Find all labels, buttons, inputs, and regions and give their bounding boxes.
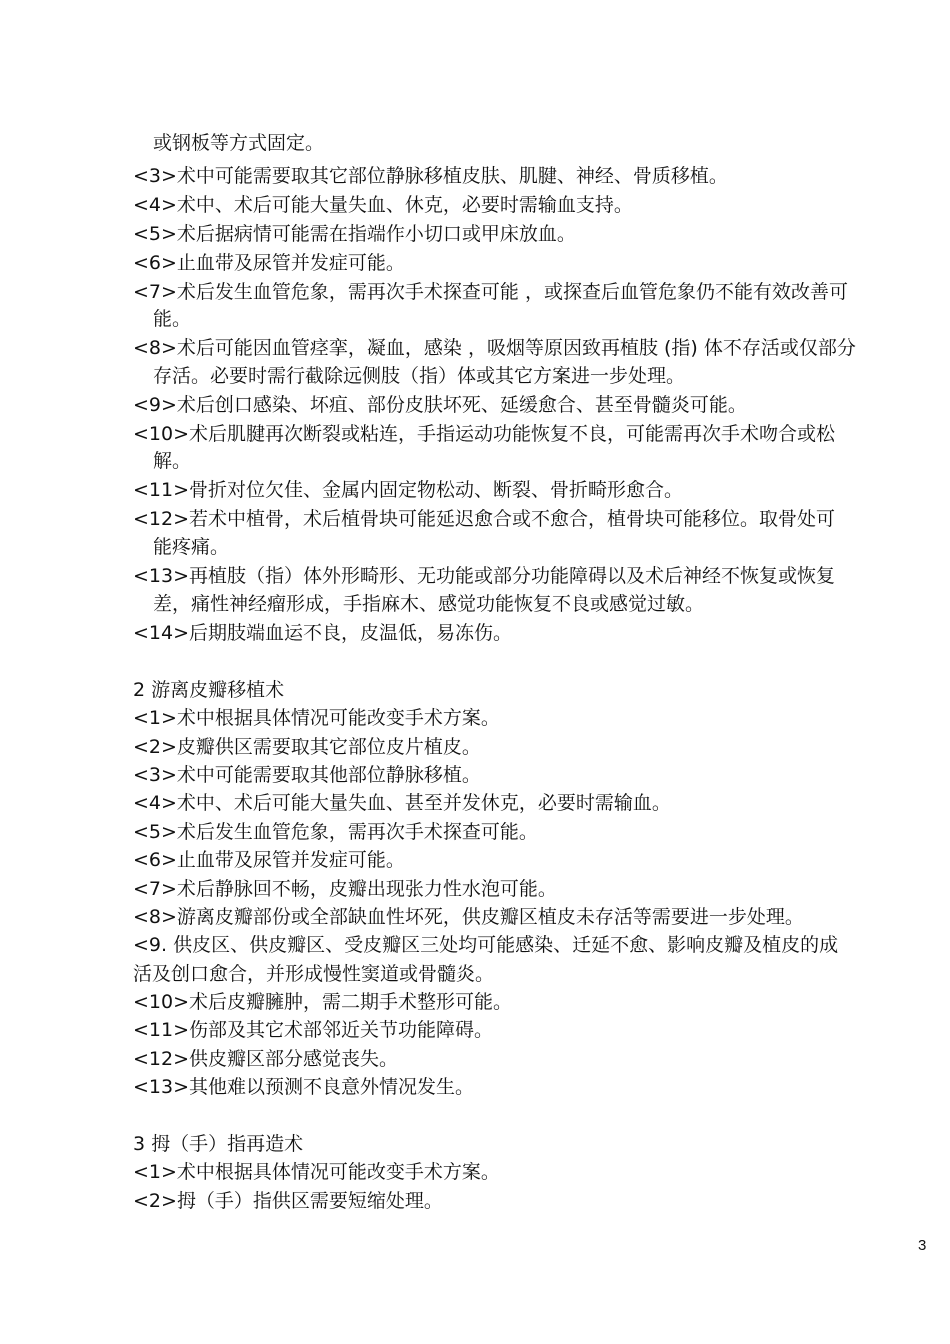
list-item-continuation: 能。 [153,308,192,330]
list-item: <5>术后据病情可能需在指端作小切口或甲床放血。 [133,223,576,245]
list-item: <8>游离皮瓣部份或全部缺血性坏死，供皮瓣区植皮未存活等需要进一步处理。 [133,906,804,928]
list-item: <10>术后肌腱再次断裂或粘连，手指运动功能恢复不良，可能需再次手术吻合或松 [133,423,836,445]
list-item: <4>术中、术后可能大量失血、休克，必要时需输血支持。 [133,194,633,216]
section-heading: 2 游离皮瓣移植术 [133,679,285,701]
text-line: 或钢板等方式固定。 [153,132,325,154]
list-item: <9>术后创口感染、坏疽、部份皮肤坏死、延缓愈合、甚至骨髓炎可能。 [133,394,747,416]
list-item: <7>术后静脉回不畅，皮瓣出现张力性水泡可能。 [133,878,557,900]
list-item-continuation: 解。 [153,450,192,472]
list-item-continuation: 存活。必要时需行截除远侧肢（指）体或其它方案进一步处理。 [153,365,686,387]
list-item: <10>术后皮瓣臃肿，需二期手术整形可能。 [133,991,513,1013]
list-item: <6>止血带及尿管并发症可能。 [133,252,405,274]
list-item: <2>拇（手）指供区需要短缩处理。 [133,1190,443,1212]
list-item-continuation: 活及创口愈合，并形成慢性窦道或骨髓炎。 [133,963,495,985]
list-item: <11>伤部及其它术部邻近关节功能障碍。 [133,1019,494,1041]
list-item: <7>术后发生血管危象，需再次手术探查可能 ，或探查后血管危象仍不能有效改善可 [133,281,848,303]
list-item-continuation: 能疼痛。 [153,536,230,558]
list-item: <12>若术中植骨，术后植骨块可能延迟愈合或不愈合，植骨块可能移位。取骨处可 [133,508,836,530]
list-item: <8>术后可能因血管痉挛，凝血，感染 ，吸烟等原因致再植肢 (指) 体不存活或仅部分 [133,337,856,359]
list-item: <3>术中可能需要取其他部位静脉移植。 [133,764,481,786]
list-item: <1>术中根据具体情况可能改变手术方案。 [133,707,500,729]
list-item: <11>骨折对位欠佳、金属内固定物松动、断裂、骨折畸形愈合。 [133,479,684,501]
list-item-continuation: 差，痛性神经瘤形成，手指麻木、感觉功能恢复不良或感觉过敏。 [153,593,705,615]
section-heading: 3 拇（手）指再造术 [133,1133,304,1155]
list-item: <9. 供皮区、供皮瓣区、受皮瓣区三处均可能感染、迁延不愈、影响皮瓣及植皮的成 [133,934,839,956]
list-item: <13>再植肢（指）体外形畸形、无功能或部分功能障碍以及术后神经不恢复或恢复 [133,565,836,587]
list-item: <13>其他难以预测不良意外情况发生。 [133,1076,475,1098]
list-item: <12>供皮瓣区部分感觉丧失。 [133,1048,399,1070]
list-item: <6>止血带及尿管并发症可能。 [133,849,405,871]
page-number: 3 [918,1237,927,1254]
list-item: <3>术中可能需要取其它部位静脉移植皮肤、肌腱、神经、骨质移植。 [133,165,728,187]
list-item: <5>术后发生血管危象，需再次手术探查可能。 [133,821,538,843]
list-item: <14>后期肢端血运不良，皮温低，易冻伤。 [133,622,513,644]
list-item: <4>术中、术后可能大量失血、甚至并发休克，必要时需输血。 [133,792,671,814]
list-item: <1>术中根据具体情况可能改变手术方案。 [133,1161,500,1183]
list-item: <2>皮瓣供区需要取其它部位皮片植皮。 [133,736,481,758]
